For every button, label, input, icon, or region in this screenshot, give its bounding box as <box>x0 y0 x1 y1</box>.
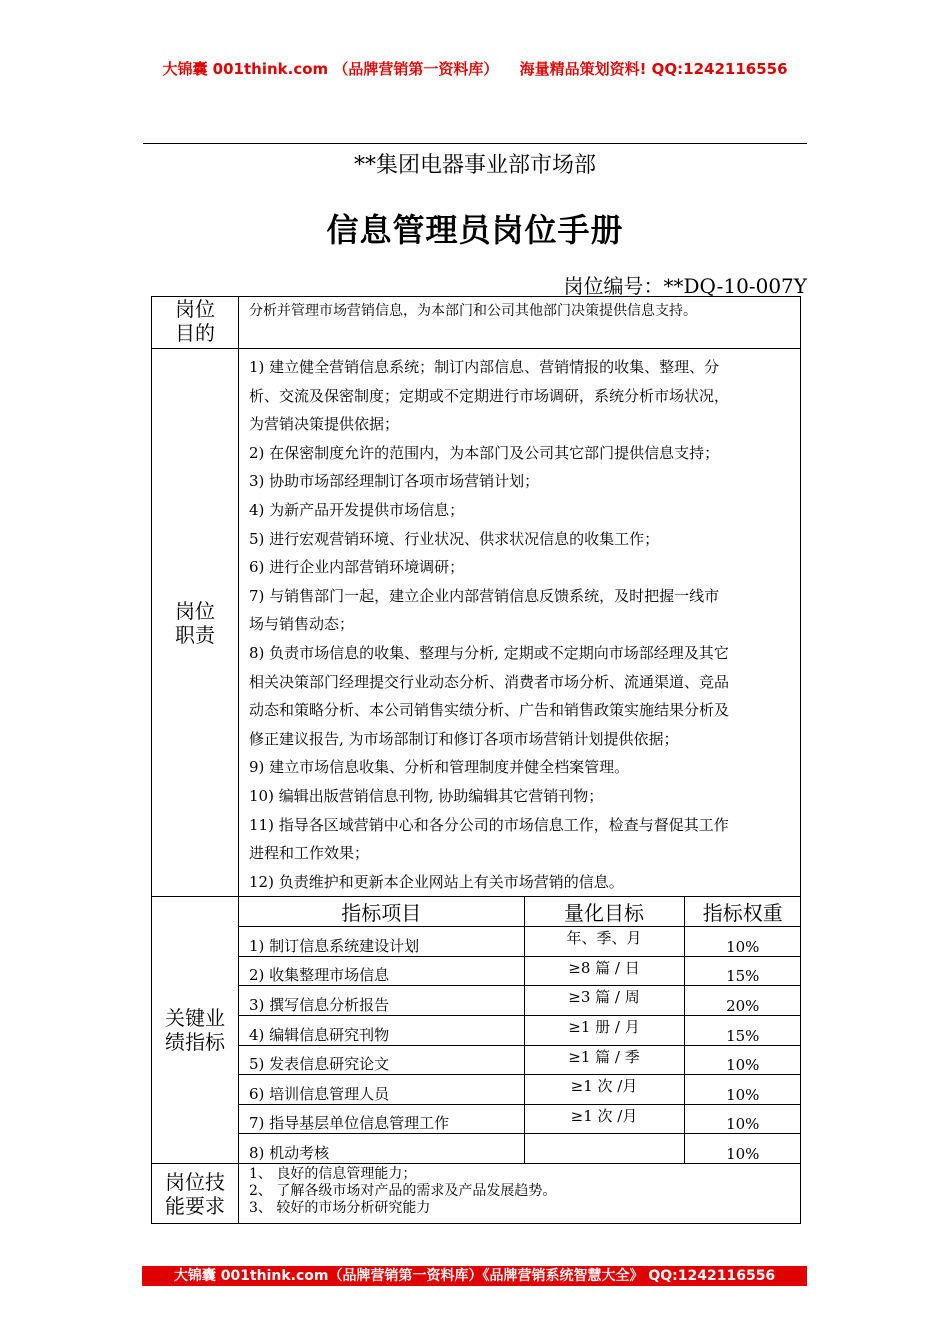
duty-line: 9) 建立市场信息收集、分析和管理制度并健全档案管理。 <box>249 758 630 777</box>
kpi-target: ≥1 册 / 月 <box>524 1016 684 1046</box>
kpi-item: 5) 发表信息研究论文 <box>239 1045 524 1075</box>
skills-list <box>239 1164 801 1224</box>
duty-line: 修正建议报告, 为市场部制订和修订各项市场营销计划提供依据； <box>249 729 679 748</box>
kpi-target <box>524 1134 684 1163</box>
kpi-item: 3) 撰写信息分析报告 <box>239 986 524 1016</box>
kpi-table-row <box>239 1016 801 1046</box>
kpi-header-weight: 指标权重 <box>684 897 801 927</box>
top-banner <box>0 58 950 79</box>
kpi-target: 年、季、月 <box>524 927 684 957</box>
kpi-table-row <box>239 1104 801 1134</box>
kpi-target: ≥8 篇 / 日 <box>524 956 684 986</box>
kpi-weight: 10% <box>684 1045 801 1075</box>
duty-line: 6) 进行企业内部营销环境调研； <box>249 558 465 577</box>
kpi-table-row <box>239 956 801 986</box>
kpi-target: ≥1 篇 / 季 <box>524 1045 684 1075</box>
kpi-weight: 10% <box>684 1075 801 1105</box>
duties-list <box>239 349 801 897</box>
duties-label: 岗位 职责 <box>152 349 239 897</box>
duty-line: 7) 与销售部门一起，建立企业内部营销信息反馈系统，及时把握一线市 <box>249 586 720 605</box>
duty-line: 3) 协助市场部经理制订各项市场营销计划； <box>249 472 540 491</box>
page-title: 信息管理员岗位手册 <box>326 211 624 249</box>
purpose-label: 岗位 目的 <box>152 297 239 349</box>
duty-line: 场与销售动态； <box>249 615 355 634</box>
duty-line: 8) 负责市场信息的收集、整理与分析, 定期或不定期向市场部经理及其它 <box>249 643 729 662</box>
kpi-header-target: 量化目标 <box>524 897 684 927</box>
kpi-table-row <box>239 1045 801 1075</box>
duty-line: 进程和工作效果； <box>249 844 370 863</box>
kpi-weight: 10% <box>684 1104 801 1134</box>
bottom-banner: 大锦囊 001think.com（品牌营销第一资料库）《品牌营销系统智慧大全》 QQ:1242116556 <box>142 1266 807 1286</box>
kpi-item: 8) 机动考核 <box>239 1134 524 1163</box>
kpi-row <box>152 897 801 1164</box>
skill-line: 2、 了解各级市场对产品的需求及产品发展趋势。 <box>249 1183 557 1200</box>
duty-line: 5) 进行宏观营销环境、行业状况、供求状况信息的收集工作； <box>249 529 660 548</box>
kpi-table-row <box>239 1134 801 1163</box>
kpi-weight: 10% <box>684 927 801 957</box>
duty-line: 相关决策部门经理提交行业动态分析、消费者市场分析、流通渠道、竞品 <box>249 672 730 691</box>
kpi-item: 4) 编辑信息研究刊物 <box>239 1016 524 1046</box>
duty-line: 2) 在保密制度允许的范围内，为本部门及公司其它部门提供信息支持； <box>249 443 720 462</box>
purpose-text: 分析并管理市场营销信息，为本部门和公司其他部门决策提供信息支持。 <box>239 297 801 349</box>
skills-row <box>152 1164 801 1224</box>
kpi-table-row <box>239 1075 801 1105</box>
skill-line: 3、 较好的市场分析研究能力 <box>249 1200 431 1217</box>
duty-line: 1) 建立健全营销信息系统；制订内部信息、营销情报的收集、整理、分 <box>249 358 720 376</box>
top-banner-right: 海量精品策划资料! QQ:1242116556 <box>519 60 788 78</box>
header-rule <box>143 143 807 144</box>
kpi-table-row <box>239 986 801 1016</box>
kpi-header-row <box>239 897 801 927</box>
duty-line: 4) 为新产品开发提供市场信息； <box>249 500 465 519</box>
duty-line: 为营销决策提供依据； <box>249 415 400 434</box>
top-banner-left: 大锦囊 001think.com （品牌营销第一资料库） <box>162 60 499 78</box>
kpi-weight: 10% <box>684 1134 801 1163</box>
duty-line: 10) 编辑出版营销信息刊物, 协助编辑其它营销刊物； <box>249 786 604 805</box>
skills-label: 岗位技 能要求 <box>152 1164 239 1224</box>
kpi-item: 1) 制订信息系统建设计划 <box>239 927 524 957</box>
kpi-item: 2) 收集整理市场信息 <box>239 956 524 986</box>
kpi-item: 7) 指导基层单位信息管理工作 <box>239 1104 524 1134</box>
kpi-target: ≥3 篇 / 周 <box>524 986 684 1016</box>
duties-row <box>152 349 801 897</box>
duty-line: 析、交流及保密制度；定期或不定期进行市场调研，系统分析市场状况， <box>249 386 730 405</box>
duty-line: 12) 负责维护和更新本企业网站上有关市场营销的信息。 <box>249 872 624 891</box>
purpose-row <box>152 297 801 349</box>
job-manual-table <box>151 296 801 1224</box>
duty-line: 11) 指导各区域营销中心和各分公司的市场信息工作，检查与督促其工作 <box>249 815 729 834</box>
department-name: **集团电器事业部市场部 <box>353 153 596 178</box>
skill-line: 1、 良好的信息管理能力； <box>249 1166 417 1183</box>
kpi-weight: 15% <box>684 956 801 986</box>
kpi-target: ≥1 次 /月 <box>524 1075 684 1105</box>
kpi-cell <box>239 897 801 1164</box>
kpi-table-row <box>239 927 801 957</box>
kpi-item: 6) 培训信息管理人员 <box>239 1075 524 1105</box>
kpi-weight: 15% <box>684 1016 801 1046</box>
position-code: 岗位编号：**DQ-10-007Y <box>563 274 807 298</box>
kpi-target: ≥1 次 /月 <box>524 1104 684 1134</box>
duty-line: 动态和策略分析、本公司销售实绩分析、广告和销售政策实施结果分析及 <box>249 701 730 720</box>
kpi-table <box>239 897 801 1163</box>
kpi-header-item: 指标项目 <box>239 897 524 927</box>
kpi-label: 关键业 绩指标 <box>152 897 239 1164</box>
kpi-weight: 20% <box>684 986 801 1016</box>
